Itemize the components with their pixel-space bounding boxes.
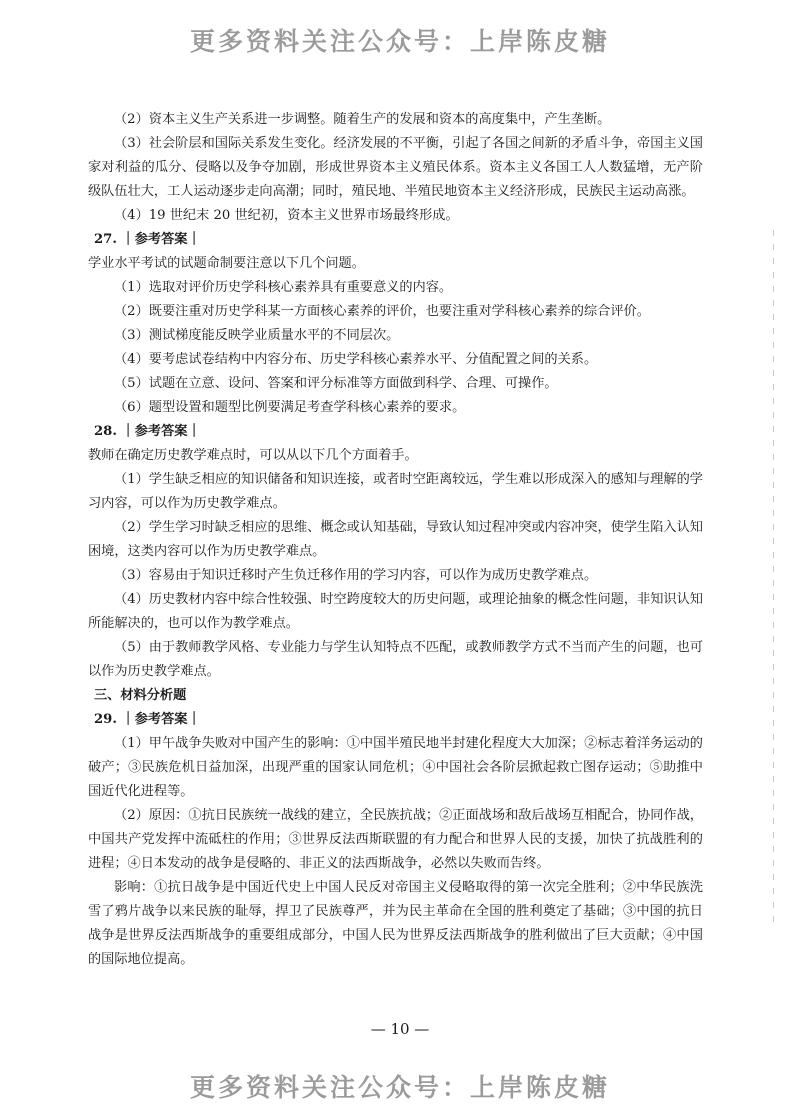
paragraph: （5）试题在立意、设问、答案和评分标准等方面做到科学、合理、可操作。	[114, 376, 558, 391]
paragraph: （5）由于教师教学风格、专业能力与学生认知特点不匹配，或教师教学方式不当而产生的问题，也可以作为历史教学难点。	[88, 640, 703, 679]
paragraph: （3）测试梯度能反映学业质量水平的不同层次。	[114, 328, 400, 343]
page-number: — 10 —	[370, 1020, 430, 1038]
paragraph: 教师在确定历史教学难点时，可以从以下几个方面着手。	[88, 448, 418, 463]
paragraph: （3）容易由于知识迁移时产生负迁移作用的学习内容，可以作为成历史教学难点。	[114, 568, 598, 583]
paragraph: （4）历史教材内容中综合性较强、时空跨度较大的历史问题，或理论抽象的概念性问题，非知识认知所能解决的，也可以作为教学难点。	[88, 592, 703, 631]
paragraph: （2）原因：①抗日民族统一战线的建立，全民族抗战；②正面战场和敌后战场互相配合，协同作战，中国共产党发挥中流砥柱的作用；③世界反法西斯联盟的有力配合和世界人民的支援，加快了抗战胜利的进程；④日本发动的战争是侵略的、非正义的法西斯战争，必然以失败而告终。	[88, 808, 703, 871]
watermark-top: 更多资料关注公众号：上岸陈皮糖	[189, 27, 610, 56]
paragraph: （1）甲午战争失败对中国产生的影响：①中国半殖民地半封建化程度大大加深；②标志着洋务运动的破产；③民族危机日益加深，出现严重的国家认同危机；④中国社会各阶层掀起救亡图存运动；⑤助推中国近代化进程等。	[88, 736, 703, 799]
paragraph: （2）既要注重对历史学科某一方面核心素养的评价，也要注重对学科核心素养的综合评价。	[114, 304, 650, 319]
paragraph: 影响：①抗日战争是中国近代史上中国人民反对帝国主义侵略取得的第一次完全胜利；②中华民族洗雪了鸦片战争以来民族的耻辱，捍卫了民族尊严，并为民主革命在全国的胜利奠定了基础；③中国的抗日战争是世界反法西斯战争的重要组成部分，中国人民为世界反法西斯战争的胜利做出了巨大贡献；④中国的国际地位提高。	[88, 880, 703, 967]
paragraph: （1）学生缺乏相应的知识储备和知识连接，或者时空距离较远，学生难以形成深入的感知与理解的学习内容，可以作为历史教学难点。	[88, 472, 703, 511]
answer-heading: 27. ｜参考答案｜	[94, 232, 201, 247]
answer-heading: 29. ｜参考答案｜	[94, 712, 201, 727]
paragraph: 学业水平考试的试题命制要注意以下几个问题。	[88, 256, 365, 271]
answer-heading: 28. ｜参考答案｜	[94, 424, 201, 439]
paragraph: （6）题型设置和题型比例要满足考查学科核心素养的要求。	[114, 400, 466, 415]
paragraph: （4）要考虑试卷结构中内容分布、历史学科核心素养水平、分值配置之间的关系。	[114, 352, 598, 367]
section-heading: 三、材料分析题	[94, 688, 187, 703]
paragraph: （1）选取对评价历史学科核心素养具有重要意义的内容。	[114, 280, 453, 295]
scan-edge-line	[773, 230, 774, 930]
paragraph: （4）19 世纪末 20 世纪初，资本主义世界市场最终形成。	[114, 208, 459, 223]
paragraph: （3）社会阶层和国际关系发生变化。经济发展的不平衡，引起了各国之间新的矛盾斗争，帝国主义国家对利益的瓜分、侵略以及争夺加剧，形成世界资本主义殖民体系。资本主义各国工人人数猛增，无产阶级队伍壮大，工人运动逐步走向高潮；同时，殖民地、半殖民地资本主义经济形成，民族民主运动高涨。	[88, 136, 703, 199]
paragraph: （2）资本主义生产关系进一步调整。随着生产的发展和资本的高度集中，产生垄断。	[114, 112, 611, 127]
watermark-bottom: 更多资料关注公众号：上岸陈皮糖	[189, 1073, 610, 1102]
paragraph: （2）学生学习时缺乏相应的思维、概念或认知基础，导致认知过程冲突或内容冲突，使学生陷入认知困境，这类内容可以作为历史教学难点。	[88, 520, 703, 559]
document-body	[88, 108, 703, 972]
